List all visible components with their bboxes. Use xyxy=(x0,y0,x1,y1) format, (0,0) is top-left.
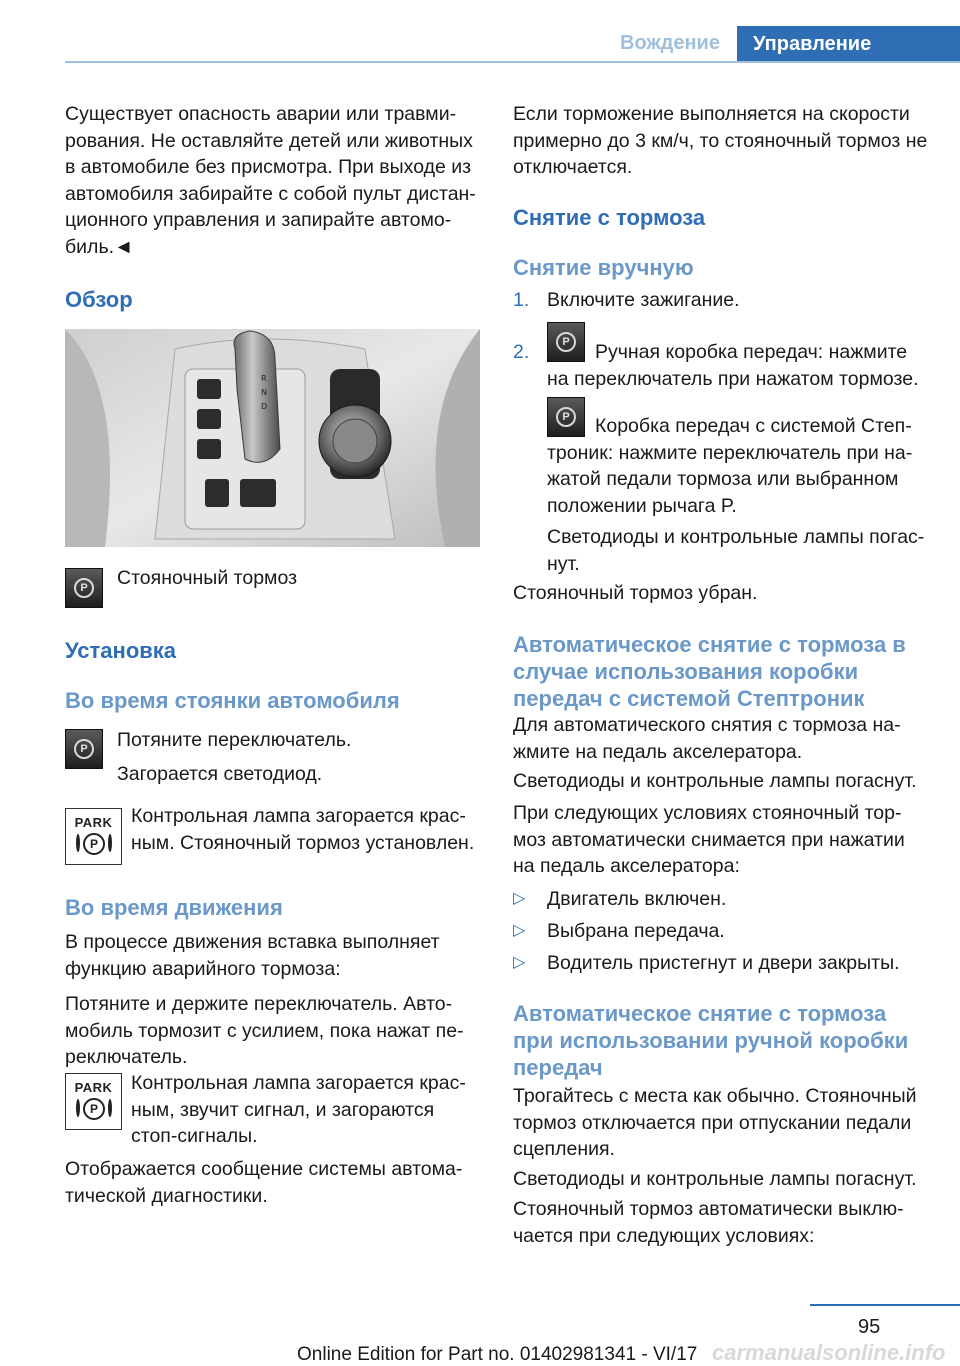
list-item: Выбрана передача. xyxy=(547,920,725,942)
text-leds-off-2: Светодиоды и контрольные лампы погаснут. xyxy=(513,770,917,792)
list-item: Водитель пристегнут и двери закрыты. xyxy=(547,952,900,974)
tab-driving[interactable]: Вождение xyxy=(620,32,720,54)
text-press-accelerator: Для автоматического снятия с тормоза на- жмите на педаль акселератора. xyxy=(513,714,901,763)
step-number: 2. xyxy=(513,341,530,363)
svg-text:D: D xyxy=(261,402,268,411)
header-divider xyxy=(65,61,960,63)
heading-while-driving: Во время движения xyxy=(65,895,283,920)
text-brake-released: Стояночный тормоз убран. xyxy=(513,582,758,604)
step-steptronic: Коробка передач с системой Степ- троник: нажмите переключатель при на- жатой педали тормоза или выбранном положении рычага P. xyxy=(547,415,913,517)
text-diagnostics: Отображается сообщение системы автома- тической диагностики. xyxy=(65,1158,463,1207)
bullet-icon: ▷ xyxy=(513,890,526,907)
tab-controls[interactable]: Управление xyxy=(737,26,960,62)
heading-auto-release-steptronic: Автоматическое снятие с тормоза в случае использования коробки передач с системой Стептроник xyxy=(513,632,906,711)
text-lamp-red-signal: Контрольная лампа загорается крас- ным, звучит сигнал, и загораются стоп-сигналы. xyxy=(131,1072,466,1147)
text-hold-switch: Потяните и держите переключатель. Авто- мобиль тормозит с усилием, пока нажат пе- реключатель. xyxy=(65,993,464,1068)
gear-selector-photo xyxy=(65,329,480,547)
svg-text:R: R xyxy=(261,374,267,383)
text-speed-limit: Если торможение выполняется на скорости примерно до 3 км/ч, то стояночный тормоз не отключается. xyxy=(513,103,928,178)
text-lamp-red-set: Контрольная лампа загорается крас- ным. Стояночный тормоз установлен. xyxy=(131,805,475,854)
parking-brake-icon: P xyxy=(547,322,585,362)
heading-manual-release: Снятие вручную xyxy=(513,255,694,280)
park-warning-lamp-icon: PARK P xyxy=(65,808,122,865)
svg-text:N: N xyxy=(261,388,267,397)
heading-overview: Обзор xyxy=(65,287,133,312)
parking-brake-icon: P xyxy=(547,397,585,437)
heading-auto-release-manual: Автоматическое снятие с тормоза при использовании ручной коробки передач xyxy=(513,1001,909,1080)
caption-parking-brake: Стояночный тормоз xyxy=(117,567,298,589)
text-clutch-release: Трогайтесь с места как обычно. Стояночный тормоз отключается при отпускании педали сцепления. xyxy=(513,1085,917,1160)
page-number: 95 xyxy=(858,1316,881,1338)
text-pull-switch: Потяните переключатель. xyxy=(117,729,352,751)
heading-when-parked: Во время стоянки автомобиля xyxy=(65,688,400,713)
text-leds-off: Светодиоды и контрольные лампы погас- нут. xyxy=(547,526,925,575)
edition-footer: Online Edition for Part no. 01402981341 - VI/17 xyxy=(297,1344,698,1365)
bullet-icon: ▷ xyxy=(513,954,526,971)
heading-setting: Установка xyxy=(65,638,177,663)
park-warning-lamp-icon: PARK P xyxy=(65,1073,122,1130)
footer-divider xyxy=(810,1304,960,1306)
text-auto-conditions: При следующих условиях стояночный тор- моз автоматически снимается при нажатии на педаль акселератора: xyxy=(513,802,905,877)
text-auto-off-conditions: Стояночный тормоз автоматически выклю- чается при следующих условиях: xyxy=(513,1198,904,1247)
text-led-on: Загорается светодиод. xyxy=(117,763,323,785)
parking-brake-icon: P xyxy=(65,729,103,769)
step-manual-gearbox: Ручная коробка передач: нажмите на переключатель при нажатом тормозе. xyxy=(547,341,919,390)
bullet-icon: ▷ xyxy=(513,922,526,939)
text-leds-off-3: Светодиоды и контрольные лампы погаснут. xyxy=(513,1168,917,1190)
text-emergency-brake: В процессе движения вставка выполняет функцию аварийного тормоза: xyxy=(65,931,440,980)
intro-paragraph: Существует опасность аварии или травми- рования. Не оставляйте детей или животных в автомобиле без присмотра. При выходе из автомобиля забирайте с собой пульт дистан- ционного управления и запирайте автомо- биль.◄ xyxy=(65,103,476,258)
step-number: 1. xyxy=(513,289,530,311)
parking-brake-icon: P xyxy=(65,568,103,608)
step-ignition: Включите зажигание. xyxy=(547,289,740,311)
list-item: Двигатель включен. xyxy=(547,888,727,910)
watermark: carmanualsonline.info xyxy=(712,1340,946,1365)
heading-release: Снятие с тормоза xyxy=(513,205,706,230)
